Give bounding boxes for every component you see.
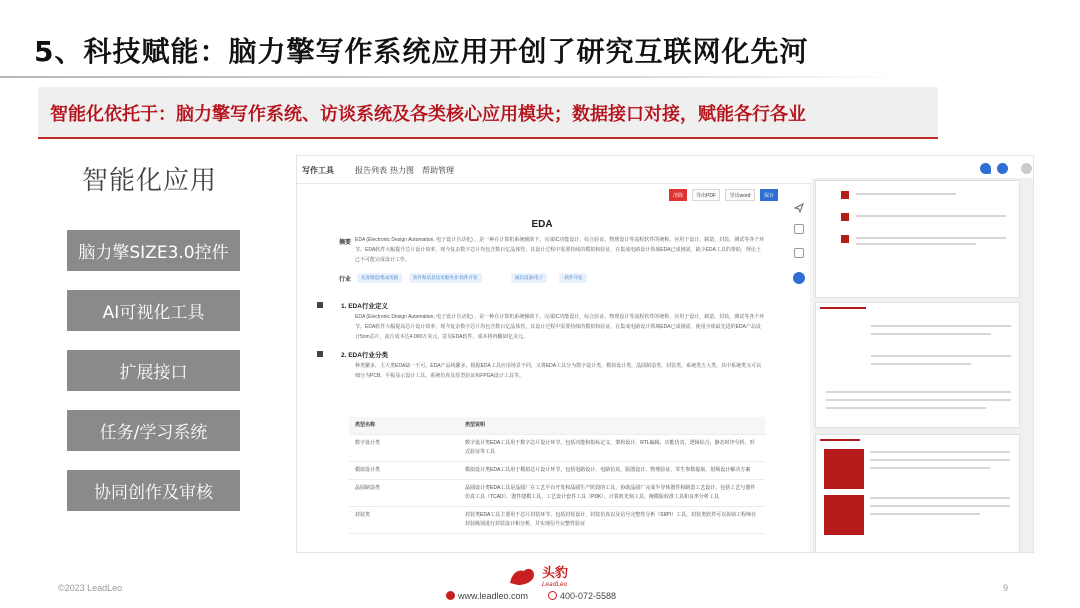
document-icon[interactable] — [794, 224, 804, 234]
side-heading: 智能化应用 — [82, 166, 218, 196]
phone-icon — [548, 591, 557, 600]
table-cell: 封装类EDA工具主要用于芯片封装环节，包括封装设计，封装仿真以及信号完整性分析（SI/PI）工具，封装类软件可以协助工程师在封装级别进行封装设计和分析，并实现信号完整性验证 — [459, 507, 765, 534]
industry-tag[interactable]: 先进制造/集成电路 — [357, 273, 402, 283]
table-cell: 晶圆设计类EDA工具是晶圆厂在工艺平台开发和晶圆生产阶段的工具，协助晶圆厂完成半导体器件和制造工艺设计，包括工艺与器件仿真工具（TCAD）、器件建模工具、工艺设计套件工具（PDK）、计算机光刻工具、掩模版校准工具和良率分析工具 — [459, 480, 765, 507]
section-text: 种类繁多，主大类EDA缺一不可。EDA产品线繁多，根据EDA工具应用场景不同，又将EDA工具分为数字设计类、模拟设计类、晶圆制造类、封装类、系统类五大类，其中系统类又可以细分为PCB、平板显示设计工具、系统仿真及原型验证和FPGA设计工具等。 — [355, 363, 762, 379]
feature-box: 脑力擎SIZE3.0控件 — [67, 230, 240, 271]
table-row — [349, 462, 765, 480]
active-tool-icon[interactable] — [793, 272, 805, 284]
table-row — [349, 480, 765, 507]
brand-sub: LeadLeo — [542, 581, 568, 588]
section-icon — [317, 302, 323, 308]
doc-title: EDA — [531, 219, 553, 230]
export-word-button[interactable]: 导出word — [725, 189, 755, 201]
table-cell: 数字设计类EDA工具用于数字芯片设计环节，包括功能和指标定义，架构设计，RTL编辑、功能仿真，逻辑综合、静态时序分析、形式验证等工具 — [459, 435, 765, 462]
industry-tag[interactable]: 通信设备/电子 — [511, 273, 547, 283]
globe-icon — [446, 591, 455, 600]
industry-tag[interactable]: 软件和信息技术服务业·软件开发 — [409, 273, 482, 283]
table-cell: 数字设计类 — [349, 435, 459, 462]
section-text: EDA (Electronic Design Automation, 电子设计自动化) ，是一种在计算机系统辅助下，完成IC功能设计，综合验证、物理设计等流程软件的统称，应用于设计，制造，封装，测试等各个环节。EDA软件大幅提高芯片设计效率，现今复杂数字芯片均包含数百亿晶体管，其设计过程中需要持续的模拟和验证，在集成电路设计领域EDA已成刚需，使用全球最先进的EDA产品设计5nm芯片，流片成本达4.000万美元，意见EDA软件，成本将再翻10亿美元。 — [355, 314, 765, 340]
brand-name: 头豹 — [542, 566, 569, 581]
clear-button[interactable]: 清除 — [669, 189, 687, 201]
copyright: ©2023 LeadLeo — [58, 583, 123, 593]
document-editor — [297, 184, 787, 553]
feature-box: 扩展接口 — [67, 350, 240, 391]
table-cell: 模拟设计类 — [349, 462, 459, 480]
product-screenshot — [296, 155, 1034, 553]
page-title: 5、科技赋能：脑力擎写作系统应用开创了研究互联网化先河 — [34, 35, 809, 68]
section-heading: 1. EDA行业定义 — [341, 303, 388, 310]
nav-item[interactable]: 帮助管理 — [422, 166, 454, 175]
feature-box: AI可视化工具 — [67, 290, 240, 331]
table-cell: 模拟设计类EDA工具用于模拟芯片设计环节，包括电路设计、电路仿真、版图设计、物理验证、寄生参数提取、射频设计解决方案 — [459, 462, 765, 480]
summary-label: 摘要 — [339, 240, 352, 246]
add-icon[interactable] — [997, 163, 1008, 174]
send-icon[interactable] — [794, 200, 804, 210]
footer-phone — [548, 591, 616, 601]
nav-item[interactable]: 热力图 — [390, 166, 414, 175]
feature-box: 任务/学习系统 — [67, 410, 240, 451]
table-row — [349, 435, 765, 462]
copy-icon[interactable] — [794, 248, 804, 258]
page-preview-panel — [812, 178, 1034, 553]
industry-label: 行业 — [339, 277, 352, 283]
table-cell: 封装类 — [349, 507, 459, 534]
nav-item[interactable]: 报告列表 — [355, 166, 387, 175]
phone-text: 400-072-5588 — [560, 591, 617, 601]
app-logo: 写作工具 — [302, 166, 334, 175]
preview-page[interactable] — [815, 302, 1020, 428]
export-pdf-button[interactable]: 导出PDF — [692, 189, 720, 201]
industry-tag[interactable]: ·软件开发 — [559, 273, 587, 283]
table-header-row — [349, 417, 765, 435]
title-divider — [0, 76, 900, 78]
table-cell: 晶圆制造类 — [349, 480, 459, 507]
section-icon — [317, 351, 323, 357]
brand-logo — [508, 563, 578, 594]
table-header: 类型名称 — [349, 417, 459, 435]
category-table — [349, 417, 765, 534]
table-header: 类型说明 — [459, 417, 765, 435]
user-icon[interactable] — [1021, 163, 1032, 174]
footer-website[interactable] — [446, 591, 528, 601]
banner-text: 智能化依托于：脑力擎写作系统、访谈系统及各类核心应用模块；数据接口对接，赋能各行各业 — [50, 104, 806, 125]
page-number: 9 — [1003, 583, 1009, 593]
website-text: www.leadleo.com — [458, 591, 529, 601]
preview-page[interactable] — [815, 180, 1020, 298]
section-heading: 2. EDA行业分类 — [341, 352, 388, 359]
table-row — [349, 507, 765, 534]
vertical-toolbar — [787, 184, 811, 553]
preview-page[interactable] — [815, 434, 1020, 553]
summary-text: EDA (Electronic Design Automation, 电子设计自动化) ，是一种在计算机系统辅助下，完成IC功能设计，综合验证、物理设计等流程软件的统称。应用于设计，制造，封装、测试等各个环节。EDA软件大幅提升芯片设计效率，现今复杂数字芯片均包含数百亿晶体管，其设计过程中需要持续的模拟和验证，在集成电路设计领域EDA已成刚需，缺少EDA工具的帮助，理论上已不可能完成设计工作。 — [355, 237, 765, 263]
subtitle-banner — [38, 87, 938, 139]
notification-icon[interactable] — [980, 163, 991, 174]
feature-box: 协同创作及审核 — [67, 470, 240, 511]
save-button[interactable]: 保存 — [760, 189, 778, 201]
